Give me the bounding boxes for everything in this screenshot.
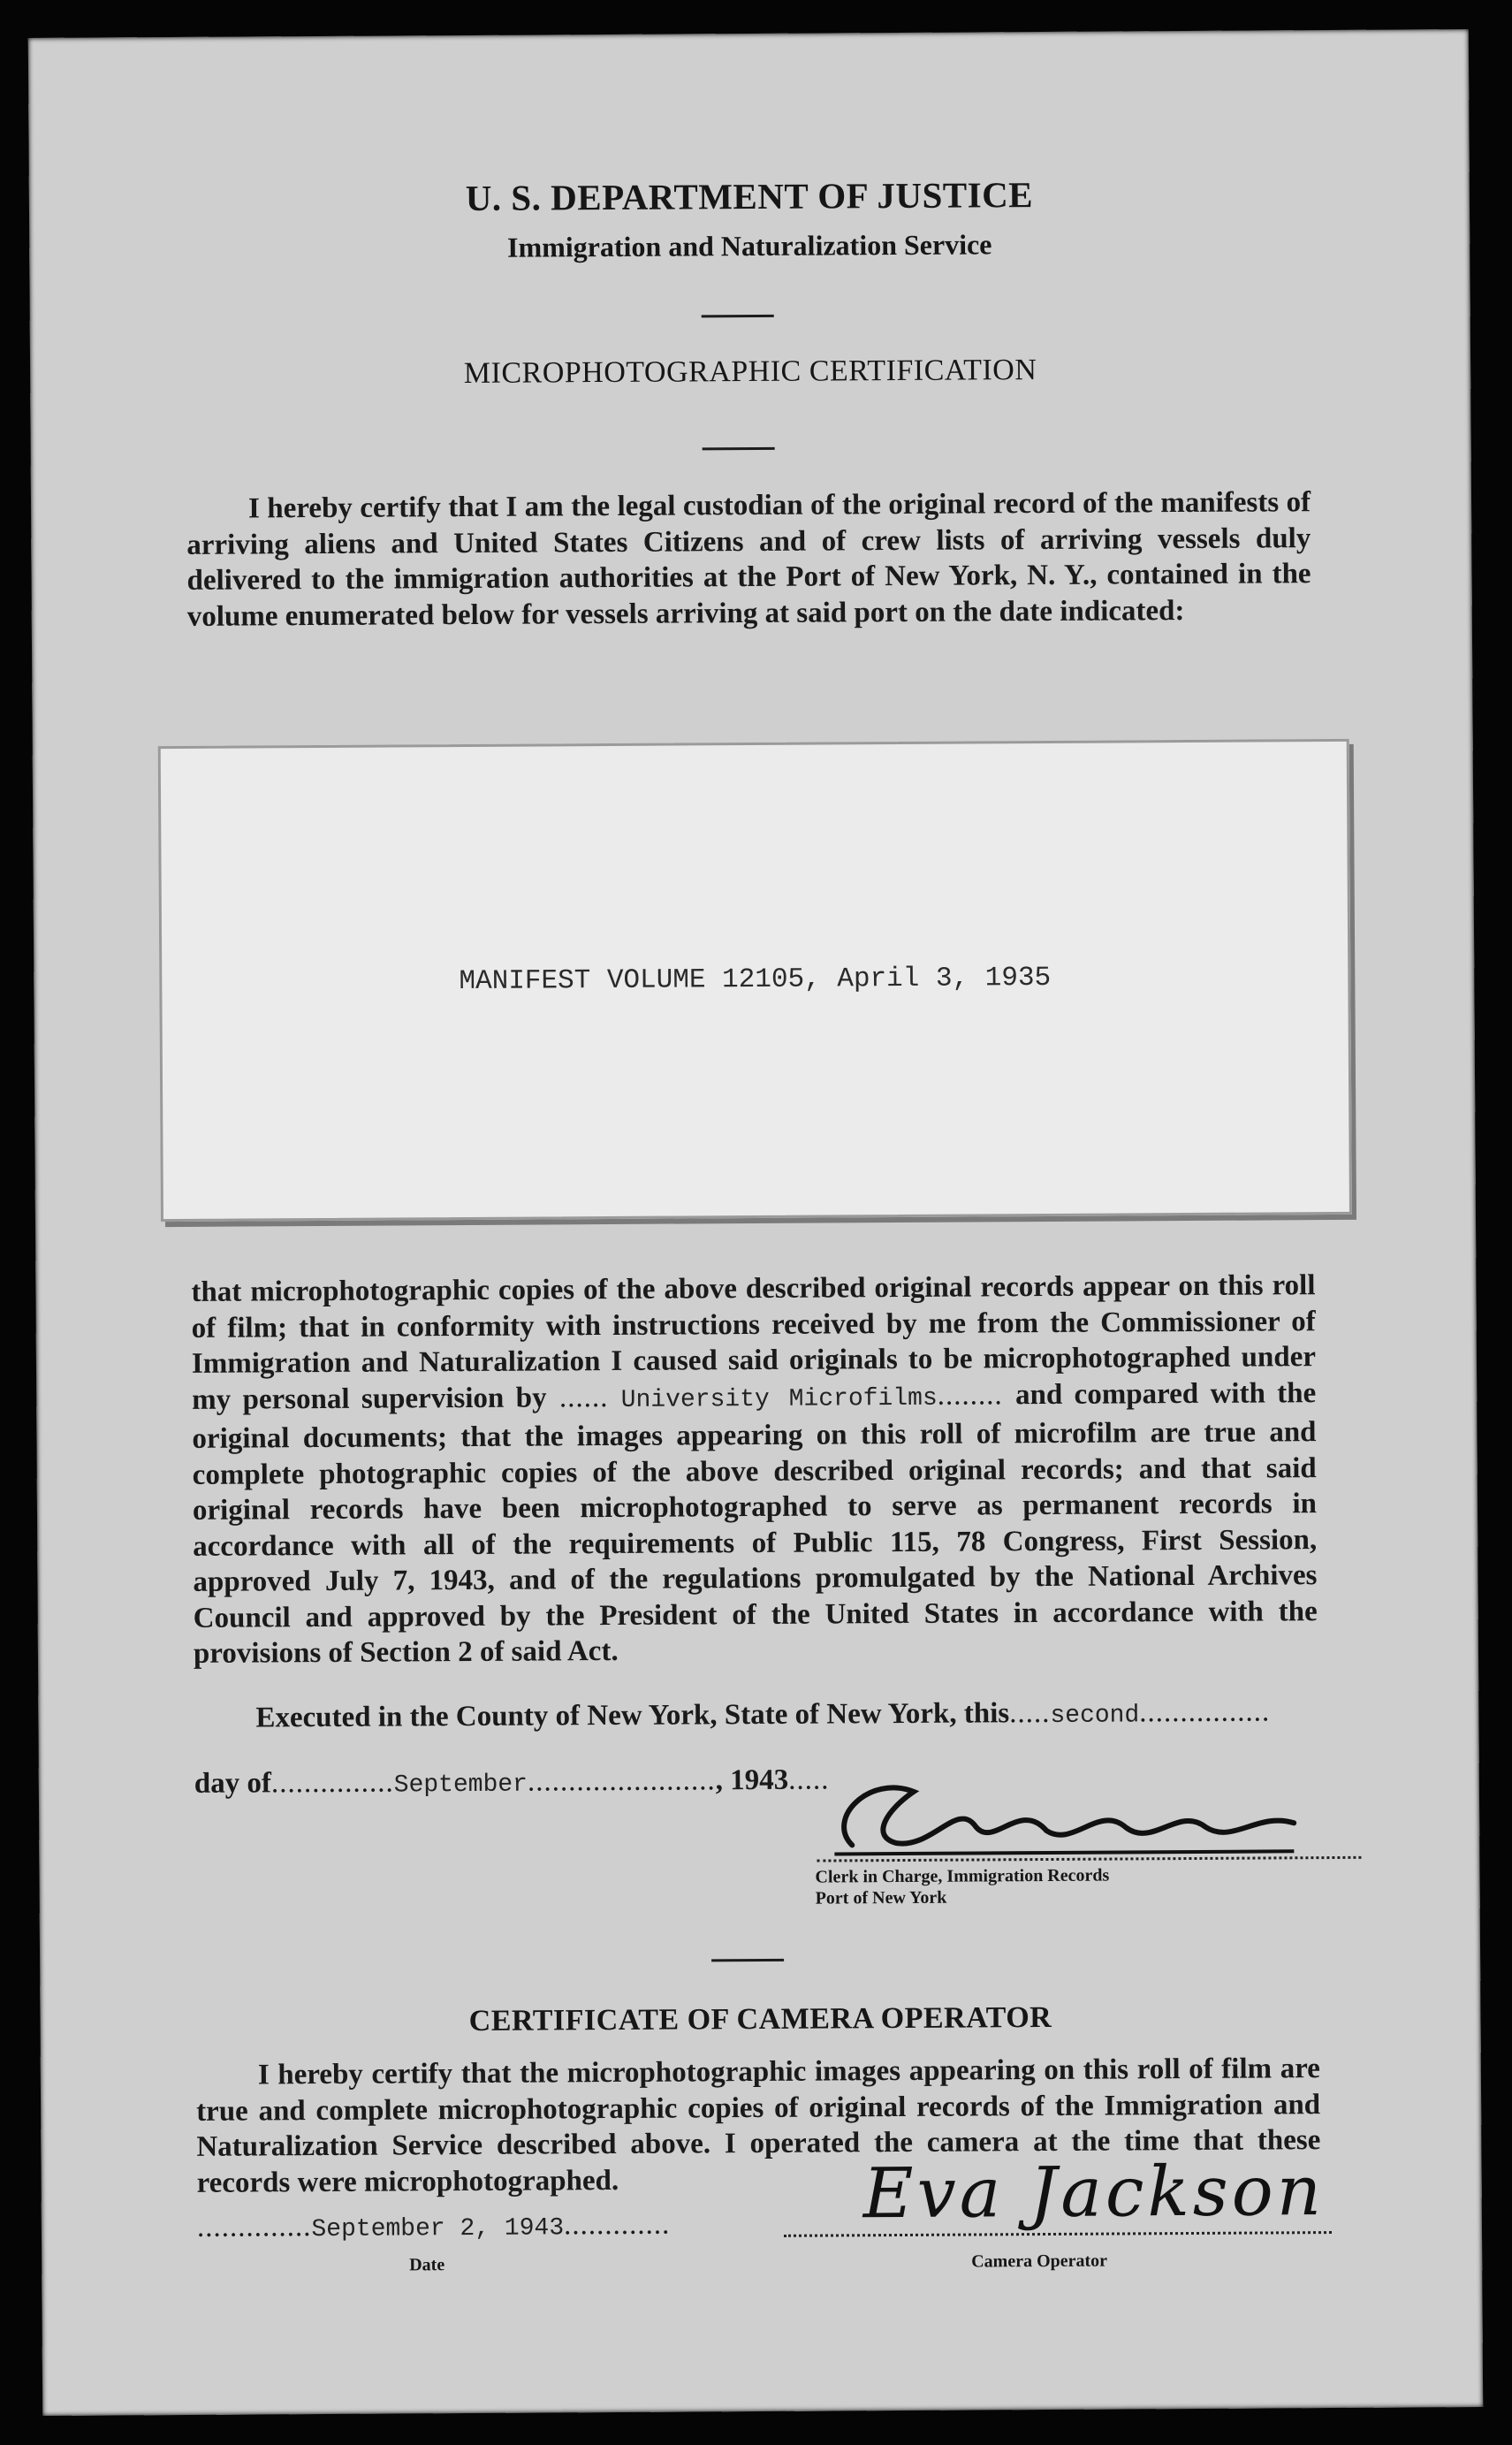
executed-text: Executed in the County of New York, State of New York, this [255, 1697, 1010, 1734]
day-of-label: day of [194, 1767, 272, 1800]
camera-heading: CERTIFICATE OF CAMERA OPERATOR [468, 2000, 1052, 2038]
executed-line: Executed in the County of New York, State of New York, this.....second................ [255, 1695, 1271, 1734]
clerk-signature [817, 1763, 1312, 1862]
body-part2: and compared with the original documents; that the images appearing on this roll of microfilm are true and complete photographic copies of the above described original records; and that said original records have been microphotographed to serve as permanent records in accordance with all of the requirements of Public 115, 78 Congress, First Session, approved July 7, 1943, and of the regulations promulgated by the National Archives Council and approved by the President of the United States in accordance with the provisions of Section 2 of said Act. [192, 1376, 1318, 1670]
manifest-insert [158, 739, 1352, 1222]
service-subtitle: Immigration and Naturalization Service [506, 228, 992, 263]
manifest-volume-label: MANIFEST VOLUME 12105, April 3, 1935 [459, 962, 1052, 998]
date-caption: Date [409, 2255, 445, 2275]
divider [711, 1959, 784, 1962]
department-title: U. S. DEPARTMENT OF JUSTICE [465, 174, 1034, 218]
filmed-by-value: University Microfilms [620, 1384, 938, 1414]
certificate-page [28, 29, 1483, 2416]
executed-day-value: second [1050, 1702, 1140, 1730]
executed-date-line: day of...............September......................., 1943..... [194, 1763, 830, 1800]
camera-paragraph: I hereby certify that the microphotographic images appearing on this roll of film are true and complete microphotographic copies of original records of the Immigration and Naturalization Service described above. I operated the camera at the time that these records were microphotographed. [196, 2053, 1321, 2199]
clerk-caption: Clerk in Charge, Immigration Records Port of New York [815, 1865, 1110, 1908]
executed-month-value: September [393, 1771, 528, 1800]
body-part1: that microphotographic copies of the above described original records appear on this roll of film; that in conformity with instructions received by me from the Commissioner of Immigration and Naturalization I caused said originals to be microphotographed under my personal supervision by [191, 1269, 1317, 1416]
camera-date-value: September 2, 1943 [311, 2214, 565, 2244]
operator-signature: Eva Jackson [862, 2152, 1326, 2235]
divider [703, 447, 775, 451]
intro-paragraph: I hereby certify that I am the legal custodian of the original record of the manifests of arriving aliens and United States Citizens and of crew lists of arriving vessels duly delivered to the immigration authorities at the Port of New York, N. Y., contained in the volume enumerated below for vessels arriving at said port on the date indicated: [186, 486, 1311, 633]
camera-date-line: ..............September 2, 1943............. [196, 2208, 671, 2244]
executed-year: , 1943 [715, 1763, 789, 1797]
divider [702, 315, 774, 318]
certification-heading: MICROPHOTOGRAPHIC CERTIFICATION [463, 354, 1037, 390]
operator-caption: Camera Operator [971, 2251, 1108, 2272]
certification-body: that microphotographic copies of the above described original records appear on this roll of film; that in conformity with instructions received by me from the Commissioner of Immigration and Naturalization I caused said originals to be microphotographed under my personal supervision by ...... University Microfilms........ and compared with the original documents; that the images appearing on this roll of microfilm are true and complete photographic copies of the above described original records; and that said original records have been microphotographed to serve as permanent records in accordance with all of the requirements of Public 115, 78 Congress, First Session, approved July 7, 1943, and of the regulations promulgated by the National Archives Council and approved by the President of the United States in accordance with the provisions of Section 2 of said Act. [191, 1269, 1318, 1670]
